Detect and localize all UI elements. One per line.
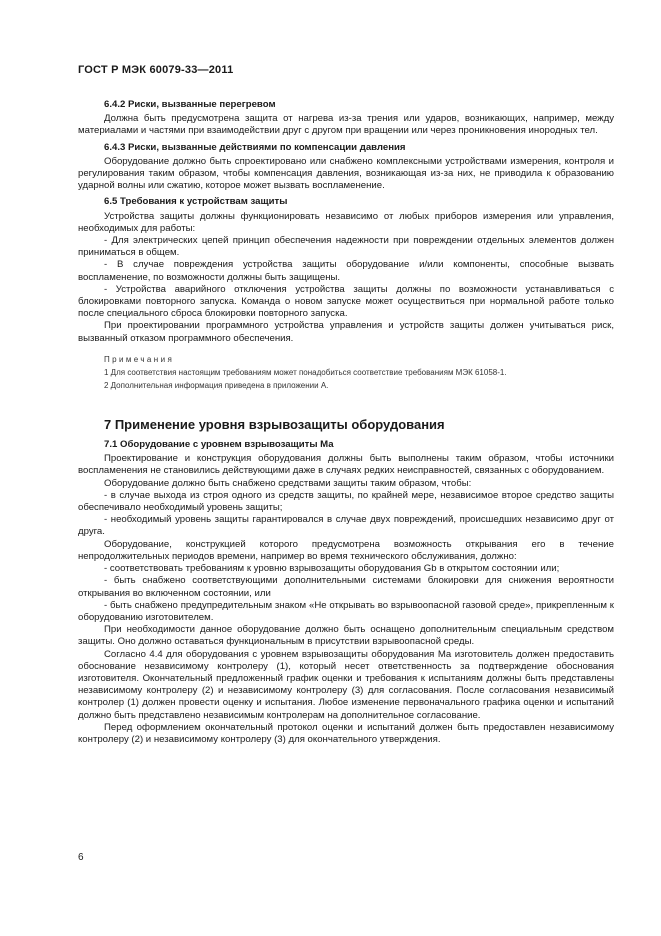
paragraph: Должна быть предусмотрена защита от нагрева из-за трения или ударов, возникающих, например, между материалами и частями при взаимодействии друг с другом при вращении или через проникновения инородных тел. [78,113,614,137]
paragraph: Устройства защиты должны функционировать независимо от любых приборов измерения или управления, необходимых для работы: [78,210,614,234]
paragraph: При проектировании программного устройства управления и устройств защиты должен учитываться риск, вызванный отказом программного обеспечения. [78,320,614,344]
list-item: - быть снабжено предупредительным знаком «Не открывать во взрывоопасной газовой среде», прикрепленным к оборудованию изготовителем. [78,599,614,623]
paragraph: Оборудование, конструкцией которого предусмотрена возможность открывания его в течение непродолжительных периодов времени, например во время технического обслуживания, должно: [78,538,614,562]
section-6-5-title: 6.5 Требования к устройствам защиты [104,196,288,208]
document-header: ГОСТ Р МЭК 60079-33—2011 [78,64,234,76]
paragraph: При необходимости данное оборудование должно быть оснащено дополнительным специальным средством защиты. Оно должно оставаться функциональным в присутствии взрывоопасной среды. [78,624,614,648]
list-item: - быть снабжено соответствующими дополнительными системами блокировки для снижения вероятности открывания во включенном состоянии, или [78,575,614,599]
section-7-title: 7 Применение уровня взрывозащиты оборудования [104,417,445,433]
note-2: 2 Дополнительная информация приведена в приложении А. [104,380,329,390]
list-item: - в случае выхода из строя одного из средств защиты, по крайней мере, независимое второе средство защиты обеспечивало необходимый уровень защиты; [78,489,614,514]
section-6-4-2-title: 6.4.2 Риски, вызванные перегревом [104,99,276,110]
list-item: - Для электрических цепей принцип обеспечения надежности при повреждении отдельных элементов должен приниматься в общем. [78,235,614,259]
paragraph: Оборудование должно быть спроектировано или снабжено комплексными устройствами измерения, контроля и регулирования таким образом, чтобы компенсация давления, возникающая из-за них, не приводила к образованию ударной волны или сжатию, которое может вызвать воспламенение. [78,155,614,192]
paragraph: Проектирование и конструкция оборудования должны быть выполнены таким образом, чтобы источники воспламенения не становились действующими даже в случаях редких неисправностей, связанных с оборудованием. [78,453,614,477]
list-item: - необходимый уровень защиты гарантировался в случае двух повреждений, происшедших независимо друг от друга. [78,514,614,538]
section-7-1-title: 7.1 Оборудование с уровнем взрывозащиты Ма [104,439,334,451]
paragraph: Оборудование должно быть снабжено средствами защиты таким образом, чтобы: [104,477,472,489]
document-body [78,95,614,746]
page-number: 6 [78,852,84,863]
list-item: - В случае повреждения устройства защиты оборудование и/или компоненты, способные вызвать воспламенение, по возможности должны быть защищены. [78,259,614,283]
list-item: - Устройства аварийного отключения устройства защиты должны по возможности устанавливаться с блокировками повторного запуска. Команда о новом запуске может осуществиться при нормальной работе только после специального сброса блокировки повторного запуска. [78,283,614,320]
paragraph: Согласно 4.4 для оборудования с уровнем взрывозащиты оборудования Ма изготовитель должен предоставить обоснование независимому контролеру (1), который несет ответственность за подтверждение обоснования изготовителя. Окончательный предложенный график оценки и требования к испытаниям должны быть представлены независимому контролеру (2) и независимому контролеру (3) для согласования. После согласования независимый контролер (1) должен провести оценку и испытания. Любое изменение первоначального графика оценки и испытаний должно быть представлено независимым контролерам на дополнительное согласование. [78,648,614,721]
paragraph: Перед оформлением окончательный протокол оценки и испытаний должен быть предоставлен независимому контролеру (2) и независимому контролеру (3) для окончательного утверждения. [78,721,614,745]
list-item: - соответствовать требованиям к уровню взрывозащиты оборудования Gb в открытом состоянии или; [104,563,560,575]
section-6-4-3-title: 6.4.3 Риски, вызванные действиями по компенсации давления [104,141,406,153]
note-1: 1 Для соответствия настоящим требованиям может понадобиться соответствие требованиям МЭК 61058-1. [104,368,507,378]
notes-title: Примечания [104,354,175,364]
